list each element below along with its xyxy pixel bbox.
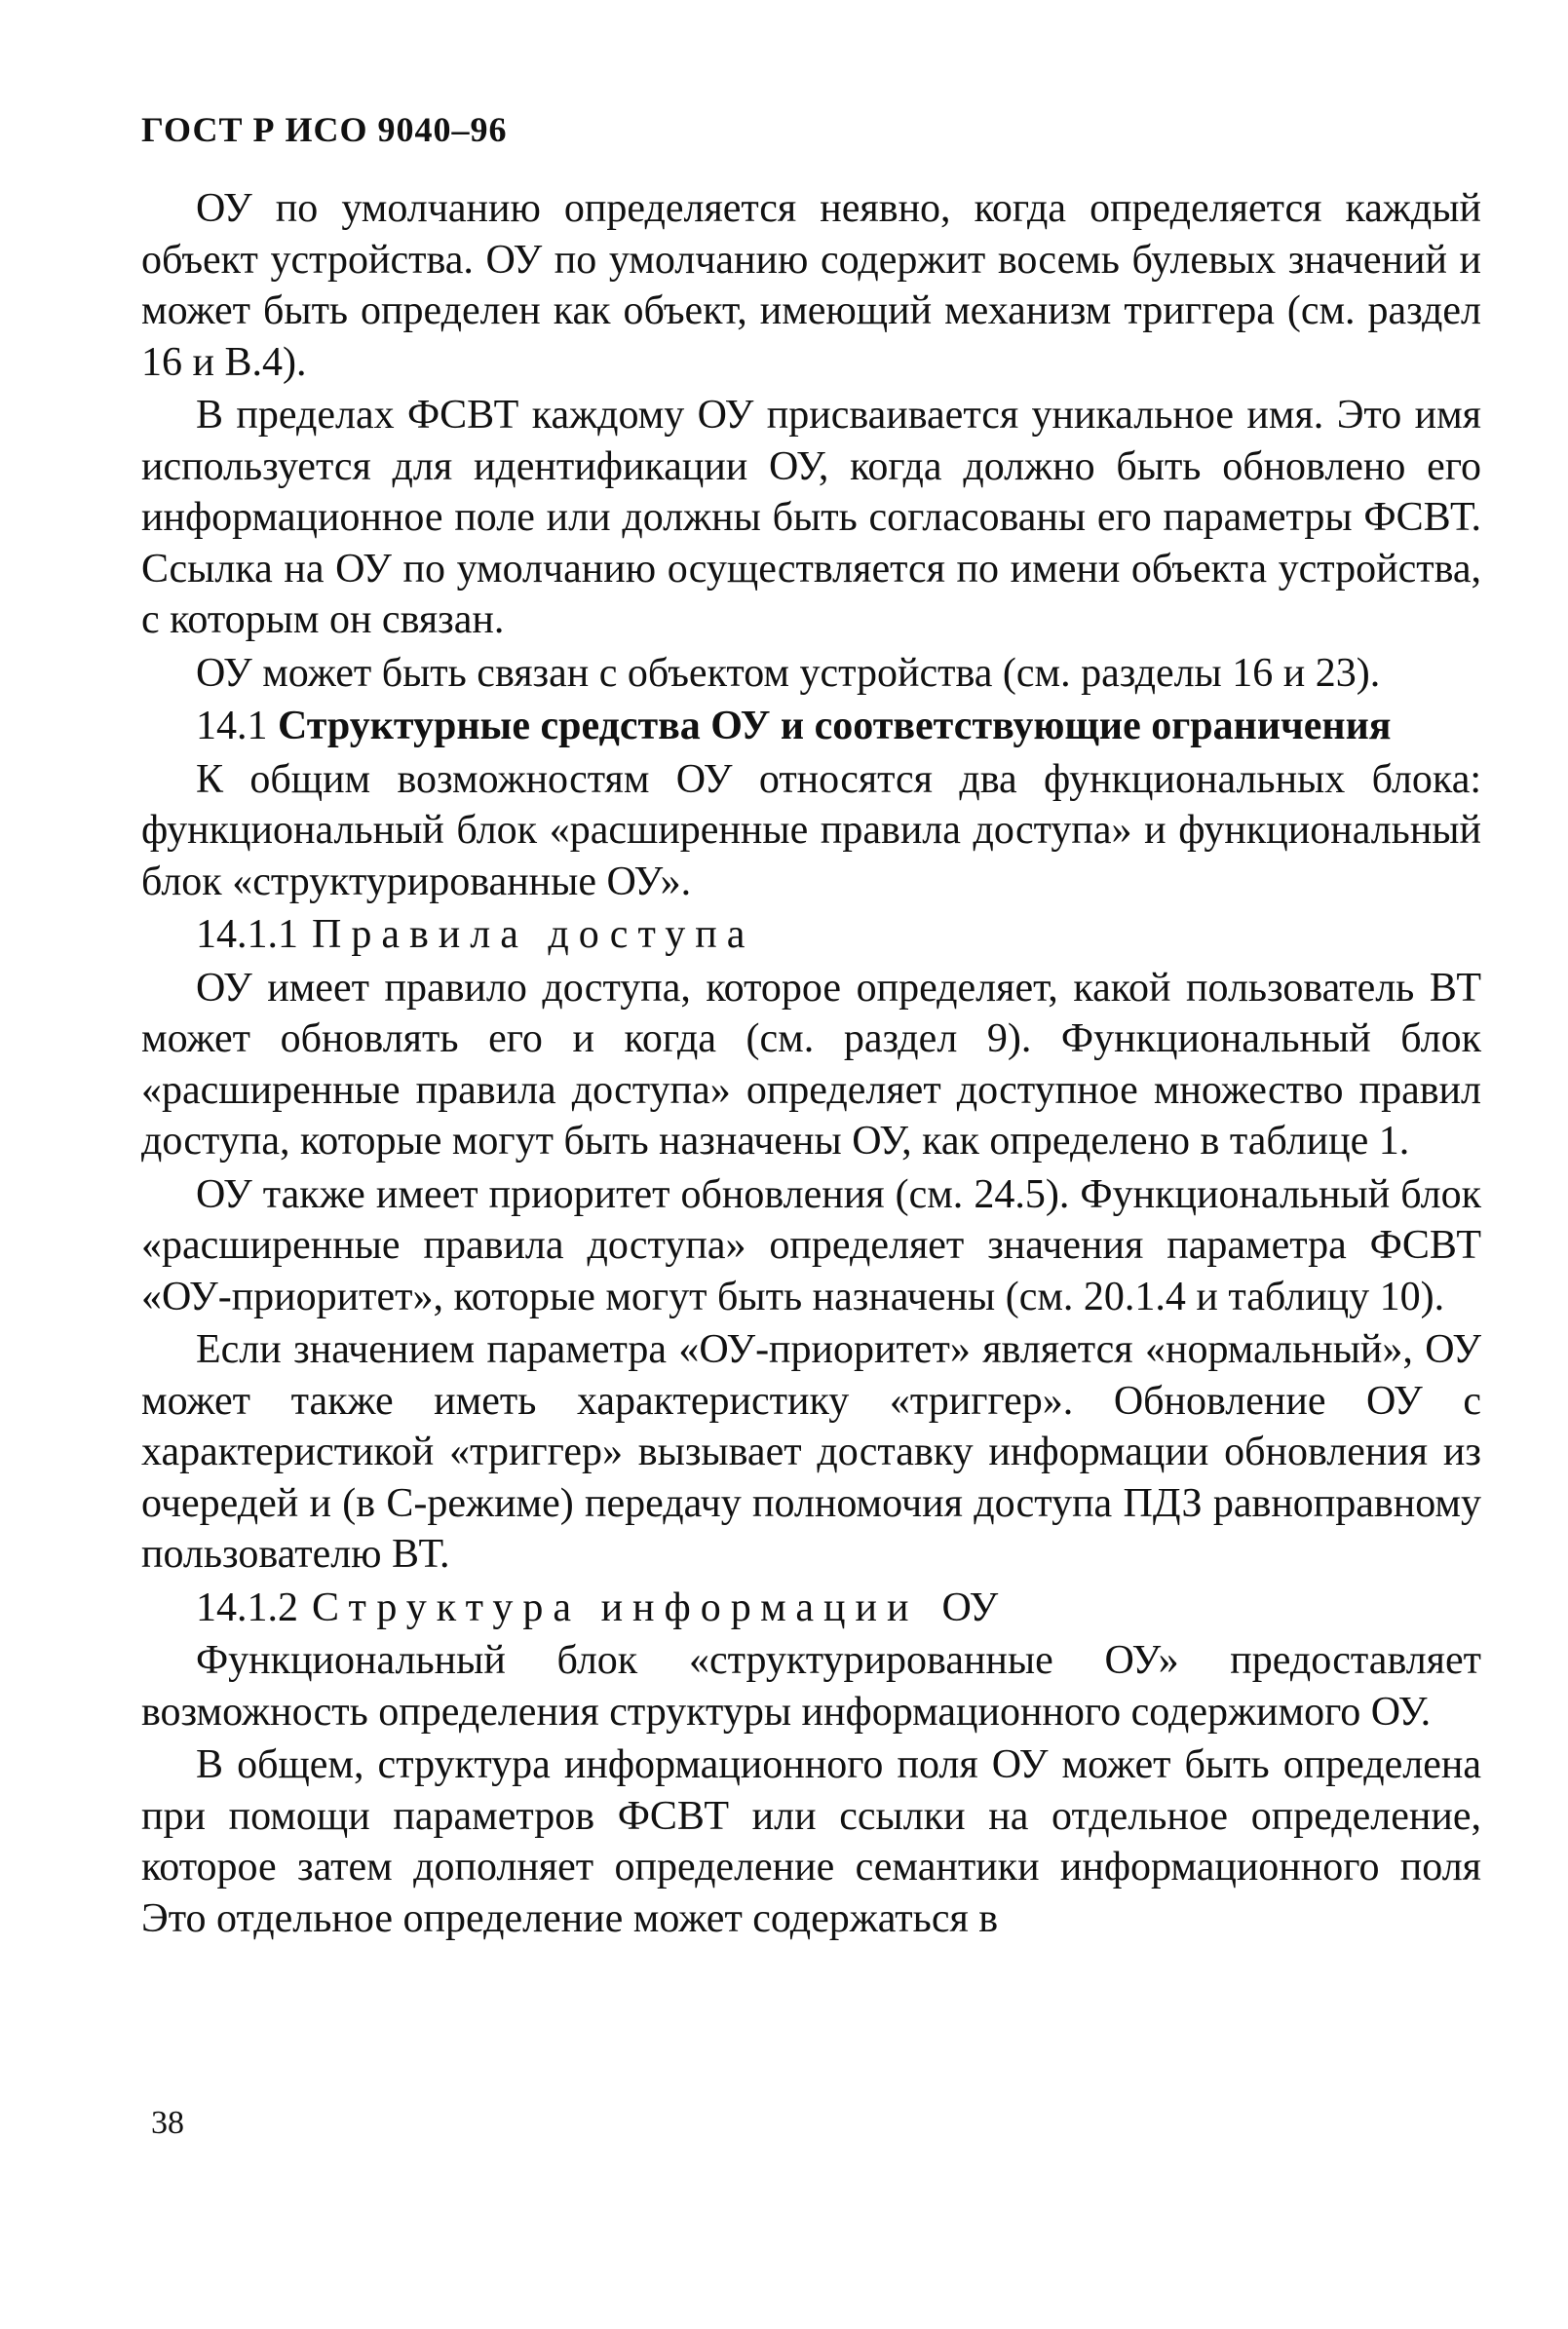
paragraph: Функциональный блок «структурированные ОУ» предоставляет возможность определения структуры информационного содержимого ОУ.	[141, 1638, 1481, 1735]
paragraph: ОУ по умолчанию определяется неявно, когда определяется каждый объект устройства. ОУ по умолчанию содержит восемь булевых значений и может быть определен как объект, имеющий механизм триггера (см. раздел 16 и B.4).	[141, 186, 1481, 385]
paragraph: ОУ имеет правило доступа, которое определяет, какой пользователь ВТ может обновлять его и когда (см. раздел 9). Функциональный блок «расширенные правила доступа» определяет доступное множество правил доступа, которые могут быть назначены ОУ, как определено в таблице 1.	[141, 965, 1481, 1164]
subsection-heading	[141, 1583, 1481, 1634]
section-title: Структурные средства ОУ и соответствующие ограничения	[278, 704, 1392, 748]
subsection-title-tail: ОУ	[941, 1584, 999, 1630]
subsection-heading	[141, 909, 1481, 961]
paragraph: К общим возможностям ОУ относятся два функциональных блока: функциональный блок «расширенные правила доступа» и функциональный блок «структурированные ОУ».	[141, 756, 1481, 904]
paragraph: В пределах ФСВТ каждому ОУ присваивается уникальное имя. Это имя используется для идентификации ОУ, когда должно быть обновлено его информационное поле или должны быть согласованы его параметры ФСВТ. Ссылка на ОУ по умолчанию осуществляется по имени объекта устройства, с которым он связан.	[141, 393, 1481, 642]
subsection-title: Структура информации	[312, 1584, 919, 1630]
paragraph: ОУ может быть связан с объектом устройства (см. разделы 16 и 23).	[196, 650, 1381, 696]
paragraph: Если значением параметра «ОУ-приоритет» является «нормальный», ОУ может также иметь характеристику «триггер». Обновление ОУ с характеристикой «триггер» вызывает доставку информации обновления из очередей и (в С-режиме) передачу полномочия доступа ПДЗ равноправному пользователю ВТ.	[141, 1327, 1481, 1577]
section-heading	[141, 701, 1481, 752]
subsection-number: 14.1.1	[196, 912, 298, 957]
paragraph: В общем, структура информационного поля ОУ может быть определена при помощи параметров ФСВТ или ссылки на отдельное определение, которое затем дополняет определение семантики информационного поля Это отдельное определение может содержаться в	[141, 1742, 1481, 1941]
page-number: 38	[151, 2105, 184, 2141]
document-page	[141, 97, 1481, 1946]
subsection-number: 14.1.2	[196, 1584, 298, 1630]
section-number: 14.1	[196, 704, 268, 748]
document-body	[141, 183, 1481, 1944]
document-header: ГОСТ Р ИСО 9040–96	[141, 110, 508, 149]
subsection-title: Правила доступа	[312, 912, 755, 957]
paragraph: ОУ также имеет приоритет обновления (см. 24.5). Функциональный блок «расширенные правила доступа» определяет значения параметра ФСВТ «ОУ-приоритет», которые могут быть назначены (см. 20.1.4 и таблицу 10).	[141, 1171, 1481, 1319]
